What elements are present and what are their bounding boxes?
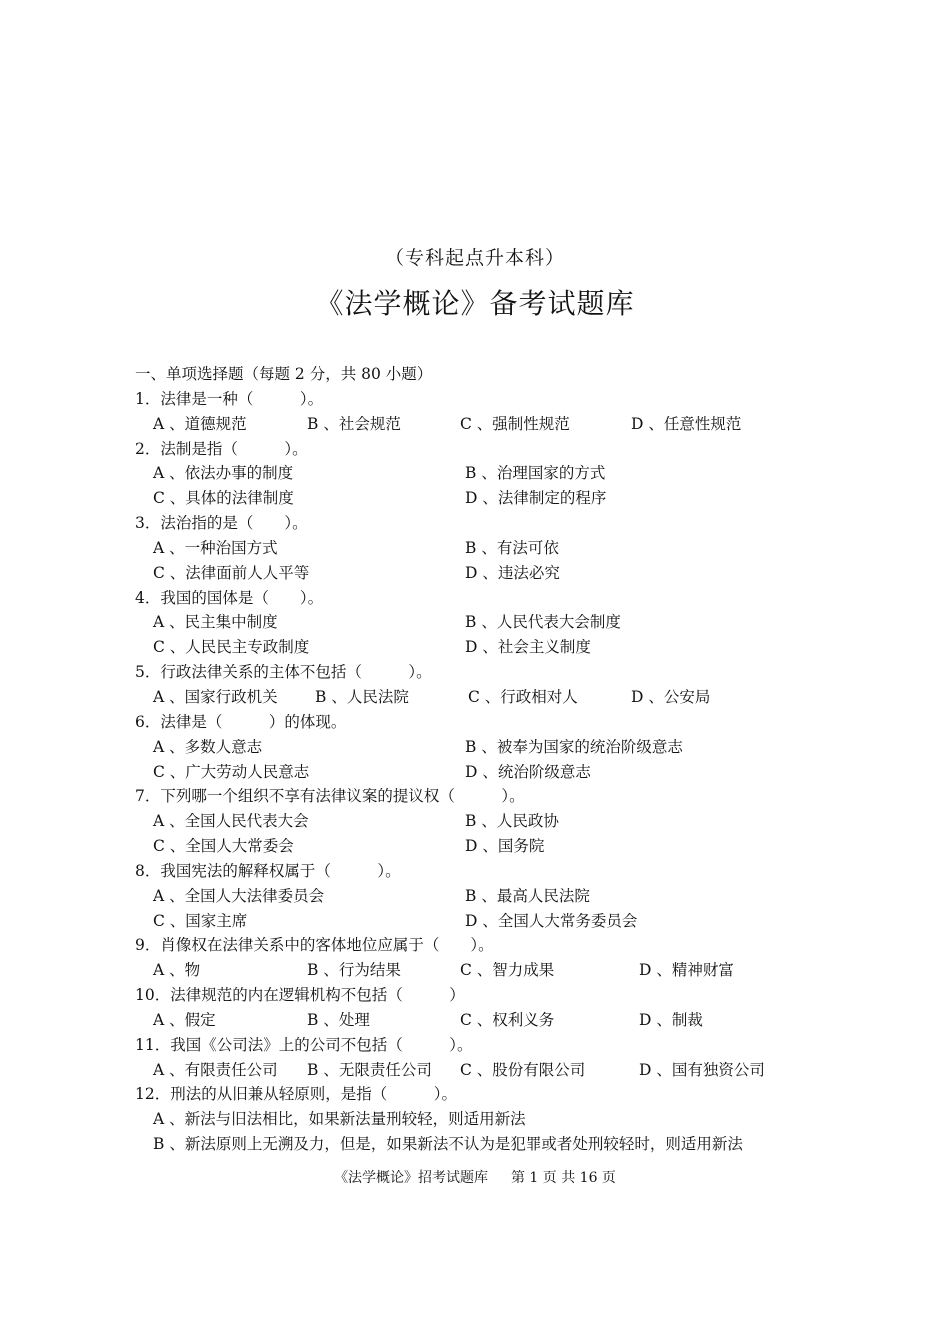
option-b: B 、社会规范	[307, 414, 401, 433]
option-row	[135, 735, 835, 760]
option-d: D 、违法必究	[465, 563, 560, 582]
option-a: A 、国家行政机关	[153, 687, 278, 706]
question-stem: 11．我国《公司法》上的公司不包括（ ）。	[135, 1035, 473, 1054]
option-row	[135, 536, 835, 561]
option-d: D 、制裁	[639, 1010, 703, 1029]
question-stem: 7．下列哪一个组织不享有法律议案的提议权（ ）。	[135, 787, 525, 806]
option-a: A 、依法办事的制度	[153, 464, 294, 483]
option-d: D 、社会主义制度	[465, 638, 591, 657]
option-row	[135, 1058, 835, 1083]
option-b: B 、行为结果	[307, 961, 401, 980]
option-row	[135, 1107, 835, 1132]
option-b: B 、有法可依	[465, 538, 559, 557]
option-c: C 、具体的法律制度	[153, 489, 294, 508]
option-row	[135, 486, 835, 511]
option-c: C 、全国人大常委会	[153, 837, 294, 856]
option-d: D 、统治阶级意志	[465, 762, 591, 781]
option-b: B 、被奉为国家的统治阶级意志	[465, 737, 683, 756]
question-stem: 1．法律是一种（ ）。	[135, 389, 324, 408]
option-b: B 、新法原则上无溯及力，但是，如果新法不认为是犯罪或者处刑较轻时，则适用新法	[153, 1135, 743, 1154]
option-a: A 、一种治国方式	[153, 538, 278, 557]
option-a: A 、有限责任公司	[153, 1060, 278, 1079]
option-b: B 、治理国家的方式	[465, 464, 606, 483]
option-a: A 、物	[153, 961, 201, 980]
question-stem: 12．刑法的从旧兼从轻原则，是指（ ）。	[135, 1085, 457, 1104]
option-b: B 、最高人民法院	[465, 886, 590, 905]
option-c: C 、行政相对人	[468, 687, 578, 706]
question-stem: 5．行政法律关系的主体不包括（ ）。	[135, 663, 432, 682]
question-stem: 2．法制是指（ ）。	[135, 439, 308, 458]
option-c: C 、人民民主专政制度	[153, 638, 310, 657]
option-d: D 、国有独资公司	[639, 1060, 765, 1079]
page-footer: 《法学概论》招考试题库 第 1 页 共 16 页	[334, 1170, 616, 1186]
question-stem: 8．我国宪法的解释权属于（ ）。	[135, 861, 401, 880]
option-row	[135, 685, 835, 710]
option-row	[135, 461, 835, 486]
option-d: D 、公安局	[631, 687, 711, 706]
option-row	[135, 610, 835, 635]
option-row	[135, 958, 835, 983]
option-a: A 、民主集中制度	[153, 613, 278, 632]
option-a: A 、多数人意志	[153, 737, 263, 756]
option-d: D 、精神财富	[639, 961, 734, 980]
option-a: A 、假定	[153, 1010, 216, 1029]
question-list	[135, 362, 835, 1157]
option-row	[135, 809, 835, 834]
option-c: C 、国家主席	[153, 911, 248, 930]
option-c: C 、权利义务	[460, 1010, 555, 1029]
option-d: D 、任意性规范	[631, 414, 742, 433]
question-stem: 3．法治指的是（ ）。	[135, 514, 308, 533]
option-row	[135, 412, 835, 437]
option-a: A 、道德规范	[153, 414, 247, 433]
option-d: D 、国务院	[465, 837, 545, 856]
option-row	[135, 834, 835, 859]
document-subtitle: （专科起点升本科）	[384, 247, 565, 269]
option-c: C 、法律面前人人平等	[153, 563, 310, 582]
option-b: B 、无限责任公司	[307, 1060, 432, 1079]
option-b: B 、人民政协	[465, 812, 559, 831]
question-stem: 4．我国的国体是（ ）。	[135, 588, 324, 607]
option-row	[135, 884, 835, 909]
option-c: C 、股份有限公司	[460, 1060, 586, 1079]
option-c: C 、智力成果	[460, 961, 555, 980]
section-heading: 一、单项选择题（每题 2 分，共 80 小题）	[135, 365, 433, 383]
question-stem: 6．法律是（ ）的体现。	[135, 712, 347, 731]
option-b: B 、处理	[307, 1010, 370, 1029]
option-a: A 、全国人大法律委员会	[153, 886, 325, 905]
option-d: D 、法律制定的程序	[465, 489, 607, 508]
option-row	[135, 635, 835, 660]
document-title: 《法学概论》备考试题库	[315, 287, 635, 320]
option-c: C 、强制性规范	[460, 414, 570, 433]
option-row	[135, 561, 835, 586]
option-row	[135, 1132, 835, 1157]
option-row	[135, 1008, 835, 1033]
option-d: D 、全国人大常务委员会	[465, 911, 638, 930]
option-b: B 、人民代表大会制度	[465, 613, 621, 632]
option-c: C 、广大劳动人民意志	[153, 762, 310, 781]
option-row	[135, 760, 835, 785]
option-a: A 、新法与旧法相比，如果新法量刑较轻，则适用新法	[153, 1110, 526, 1129]
question-stem: 9．肖像权在法律关系中的客体地位应属于（ ）。	[135, 936, 494, 955]
option-b: B 、人民法院	[315, 687, 409, 706]
question-stem: 10．法律规范的内在逻辑机构不包括（ ）	[135, 986, 465, 1005]
option-a: A 、全国人民代表大会	[153, 812, 309, 831]
option-row	[135, 909, 835, 934]
